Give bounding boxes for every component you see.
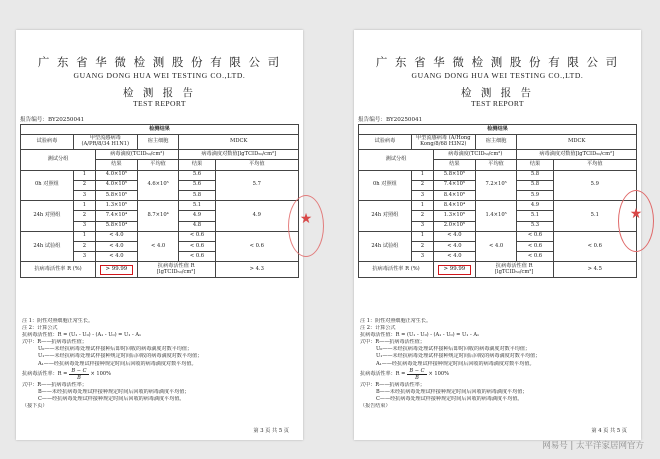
titer-value: 8.4×10⁵: [434, 190, 476, 200]
activity-label: 抗病毒活性值 R [lgTCID₅₀/cm²]: [475, 262, 553, 278]
source-watermark: 网易号 | 太平洋家居网官方: [542, 441, 644, 451]
report-number: 报告编号：BY20250041: [20, 117, 85, 123]
log-header: 病毒滴度对数值[lgTCID₅₀/cm²]: [179, 150, 299, 160]
titer-mean: 7.2×10⁵: [475, 170, 517, 201]
group-name: 0h 对照组: [359, 170, 412, 201]
rate-formula: [22, 368, 296, 382]
titer-value: 4.0×10⁵: [96, 170, 138, 180]
rate-value-cell: [434, 262, 476, 278]
titer-header: 病毒滴度(TCID₅₀/cm²): [96, 150, 179, 160]
replicate-number: 3: [73, 190, 95, 200]
company-name-en: GUANG DONG HUA WEI TESTING CO.,LTD.: [73, 71, 246, 80]
group-name: 24h 试验组: [21, 231, 74, 262]
log-value: 4.9: [517, 201, 553, 211]
report-title-cn: 检 测 报 告: [122, 87, 196, 99]
titer-header: 病毒滴度(TCID₅₀/cm²): [434, 150, 517, 160]
report-title-cn: 检 测 报 告: [460, 87, 534, 99]
note-line: 式中：R——抗病毒活性值；: [22, 339, 87, 346]
titer-value: 1.3×10⁵: [434, 211, 476, 221]
activity-value: > 4.5: [553, 262, 636, 278]
results-table: [358, 124, 637, 278]
replicate-number: 2: [411, 241, 433, 251]
virus-label: 试验病毒: [359, 135, 412, 150]
titer-mean: 4.6×10⁵: [137, 170, 179, 201]
result-header: 结果: [434, 160, 476, 170]
titer-value: 1.3×10⁵: [96, 201, 138, 211]
official-seal-stamp: [618, 190, 654, 252]
replicate-number: 3: [411, 221, 433, 231]
formula-denominator: B: [77, 375, 81, 382]
group-name: 24h 对照组: [359, 201, 412, 232]
note-line: 注 2：计算公式: [360, 325, 396, 332]
table-row: [359, 170, 637, 180]
section-title: 检测结果: [359, 125, 637, 135]
company-name-cn: 广 东 省 华 微 检 测 股 份 有 限 公 司: [37, 55, 282, 69]
titer-mean: < 4.0: [137, 231, 179, 262]
log-value: < 0.6: [179, 252, 215, 262]
titer-mean: 8.7×10⁴: [137, 201, 179, 232]
log-value: < 0.6: [517, 241, 553, 251]
page-number: 第 4 页 共 5 页: [591, 428, 627, 434]
replicate-number: 2: [411, 180, 433, 190]
titer-value: 5.8×10⁵: [96, 190, 138, 200]
log-value: < 0.6: [179, 241, 215, 251]
table-row: [21, 201, 299, 211]
note-line: C——经抗病毒处理试样接种规定时间后回收的病毒滴度平均值。: [376, 395, 523, 402]
note-line: U₁——未经抗病毒处理试样接种规定时间后回收的病毒滴度对数平均值；: [38, 353, 203, 360]
report-title-en: TEST REPORT: [471, 99, 524, 108]
log-value: 4.8: [179, 221, 215, 231]
company-name-cn: 广 东 省 华 微 检 测 股 份 有 限 公 司: [375, 55, 620, 69]
formula-numerator: B − C: [71, 368, 87, 375]
formula-tail: × 100%: [90, 371, 111, 378]
note-line: A₁——经抗病毒处理试样接种规定时间后回收的病毒滴度对数平均值。: [38, 360, 197, 367]
log-mean: < 0.6: [553, 231, 636, 262]
titer-value: 5.8×10⁴: [96, 221, 138, 231]
log-value: 5.6: [179, 170, 215, 180]
replicate-number: 1: [411, 201, 433, 211]
titer-value: 7.4×10⁴: [96, 211, 138, 221]
titer-value: 7.4×10⁵: [434, 180, 476, 190]
activity-label: 抗病毒活性值 R [lgTCID₅₀/cm²]: [137, 262, 215, 278]
replicate-number: 3: [73, 252, 95, 262]
note-line: 式中：R——抗病毒活性率；: [22, 381, 87, 388]
report-number: 报告编号：BY20250041: [358, 117, 423, 123]
mean-header: 平均值: [137, 160, 179, 170]
page-number: 第 3 页 共 5 页: [253, 428, 289, 434]
virus-name: 甲型流感病毒 (A/PR/8/34 H1N1): [73, 135, 137, 150]
note-line: B——未经抗病毒处理试样接种规定时间后回收的病毒滴度平均值；: [376, 388, 528, 395]
rate-value-cell: [96, 262, 138, 278]
log-value: < 0.6: [517, 231, 553, 241]
formula-denominator: B: [415, 375, 419, 382]
formula-fraction: [407, 368, 426, 381]
section-title: 检测结果: [21, 125, 299, 135]
company-name-en: GUANG DONG HUA WEI TESTING CO.,LTD.: [411, 71, 584, 80]
titer-mean: 1.4×10⁵: [475, 201, 517, 232]
titer-value: < 4.0: [96, 231, 138, 241]
virus-name: 甲型流感病毒 (A/Hong Kong/8/68 H3N2): [411, 135, 475, 150]
replicate-number: 2: [73, 211, 95, 221]
note-line: 注 1：阴性对照细胞正常生长。: [360, 318, 432, 324]
replicate-number: 2: [73, 180, 95, 190]
host-label: 宿主细胞: [475, 135, 517, 150]
titer-value: < 4.0: [96, 241, 138, 251]
note-line: 抗病毒活性值：R = (U₁ - U₀) - (A₁ - U₀) = U₁ - A₁: [360, 332, 480, 339]
mean-header: 平均值: [215, 160, 298, 170]
rate-value-highlight: > 99.99: [438, 265, 472, 275]
titer-value: 8.4×10⁴: [434, 201, 476, 211]
titer-mean: < 4.0: [475, 231, 517, 262]
titer-value: < 4.0: [434, 231, 476, 241]
note-line: （接下页）: [22, 402, 48, 409]
virus-label: 试验病毒: [21, 135, 74, 150]
note-line: B——未经抗病毒处理试样接种规定时间后回收的病毒滴度平均值；: [38, 388, 190, 395]
replicate-number: 3: [411, 190, 433, 200]
note-line: U₀——未经抗病毒处理试样接种后即时回收的病毒滴度对数平均值；: [38, 346, 193, 353]
activity-value: > 4.3: [215, 262, 298, 278]
replicate-number: 1: [411, 170, 433, 180]
replicate-number: 1: [73, 201, 95, 211]
note-line: C——经抗病毒处理试样接种规定时间后回收的病毒滴度平均值。: [38, 395, 185, 402]
note-line: 式中：R——抗病毒活性率；: [360, 381, 425, 388]
host-value: MDCK: [517, 135, 637, 150]
formula-tail: × 100%: [428, 371, 449, 378]
rate-label: 抗病毒活性率 R (%): [359, 262, 434, 278]
log-value: 5.8: [179, 190, 215, 200]
log-mean: 5.9: [553, 170, 636, 201]
replicate-number: 2: [411, 211, 433, 221]
titer-value: 4.0×10⁵: [96, 180, 138, 190]
result-header: 结果: [179, 160, 215, 170]
formula-numerator: B − C: [409, 368, 425, 375]
log-header: 病毒滴度对数值[lgTCID₅₀/cm²]: [517, 150, 637, 160]
host-label: 宿主细胞: [137, 135, 179, 150]
note-line: 抗病毒活性值：R = (U₁ - U₀) - (A₁ - U₀) = U₁ - A₁: [22, 332, 142, 339]
rate-formula: [360, 368, 634, 382]
log-value: 5.3: [517, 221, 553, 231]
host-value: MDCK: [179, 135, 299, 150]
table-row: [21, 170, 299, 180]
report-page-3: [16, 30, 313, 440]
mean-header: 平均值: [475, 160, 517, 170]
stamp-star-icon: ★: [299, 211, 313, 227]
rate-value-highlight: > 99.99: [100, 265, 134, 275]
titer-value: < 4.0: [434, 241, 476, 251]
report-title-en: TEST REPORT: [133, 99, 186, 108]
log-mean: < 0.6: [215, 231, 298, 262]
group-label: 测试分组: [21, 150, 96, 170]
log-value: 5.8: [517, 170, 553, 180]
table-row: [21, 231, 299, 241]
report-page-4: [354, 30, 641, 440]
replicate-number: 3: [411, 252, 433, 262]
titer-value: 2.0×10⁵: [434, 221, 476, 231]
note-line: （报告结束）: [360, 402, 391, 409]
formula-fraction: [69, 368, 88, 381]
group-name: 24h 试验组: [359, 231, 412, 262]
note-line: A₁——经抗病毒处理试样接种规定时间后回收的病毒滴度对数平均值。: [376, 360, 535, 367]
log-value: 4.9: [179, 211, 215, 221]
log-value: < 0.6: [517, 252, 553, 262]
replicate-number: 2: [73, 241, 95, 251]
group-name: 0h 对照组: [21, 170, 74, 201]
table-row: [359, 201, 637, 211]
note-line: 式中：R——抗病毒活性值；: [360, 339, 425, 346]
mean-header: 平均值: [553, 160, 636, 170]
note-line: U₁——未经抗病毒处理试样接种规定时间后回收的病毒滴度对数平均值；: [376, 353, 541, 360]
note-line: 注 1：阴性对照细胞正常生长。: [22, 318, 94, 324]
rate-label: 抗病毒活性率 R (%): [21, 262, 96, 278]
table-row: [359, 231, 637, 241]
group-name: 24h 对照组: [21, 201, 74, 232]
log-mean: 4.9: [215, 201, 298, 232]
log-value: 5.6: [179, 180, 215, 190]
log-value: < 0.6: [179, 231, 215, 241]
notes-section: [360, 318, 634, 410]
replicate-number: 1: [411, 231, 433, 241]
log-value: 5.1: [517, 211, 553, 221]
log-value: 5.1: [179, 201, 215, 211]
replicate-number: 3: [73, 221, 95, 231]
official-seal-stamp: [288, 195, 324, 257]
replicate-number: 1: [73, 231, 95, 241]
replicate-number: 1: [73, 170, 95, 180]
log-value: 5.9: [517, 190, 553, 200]
stamp-star-icon: ★: [629, 206, 643, 222]
result-header: 结果: [96, 160, 138, 170]
titer-value: 5.8×10⁵: [434, 170, 476, 180]
group-label: 测试分组: [359, 150, 434, 170]
formula-label: 抗病毒活性率：R =: [360, 371, 406, 378]
formula-label: 抗病毒活性率：R =: [22, 371, 68, 378]
results-table: [20, 124, 299, 278]
note-line: U₀——未经抗病毒处理试样接种后即时回收的病毒滴度对数平均值；: [376, 346, 531, 353]
log-value: 5.8: [517, 180, 553, 190]
note-line: 注 2：计算公式: [22, 325, 58, 332]
titer-value: < 4.0: [434, 252, 476, 262]
result-header: 结果: [517, 160, 553, 170]
notes-section: [22, 318, 296, 410]
log-mean: 5.1: [553, 201, 636, 232]
log-mean: 5.7: [215, 170, 298, 201]
titer-value: < 4.0: [96, 252, 138, 262]
